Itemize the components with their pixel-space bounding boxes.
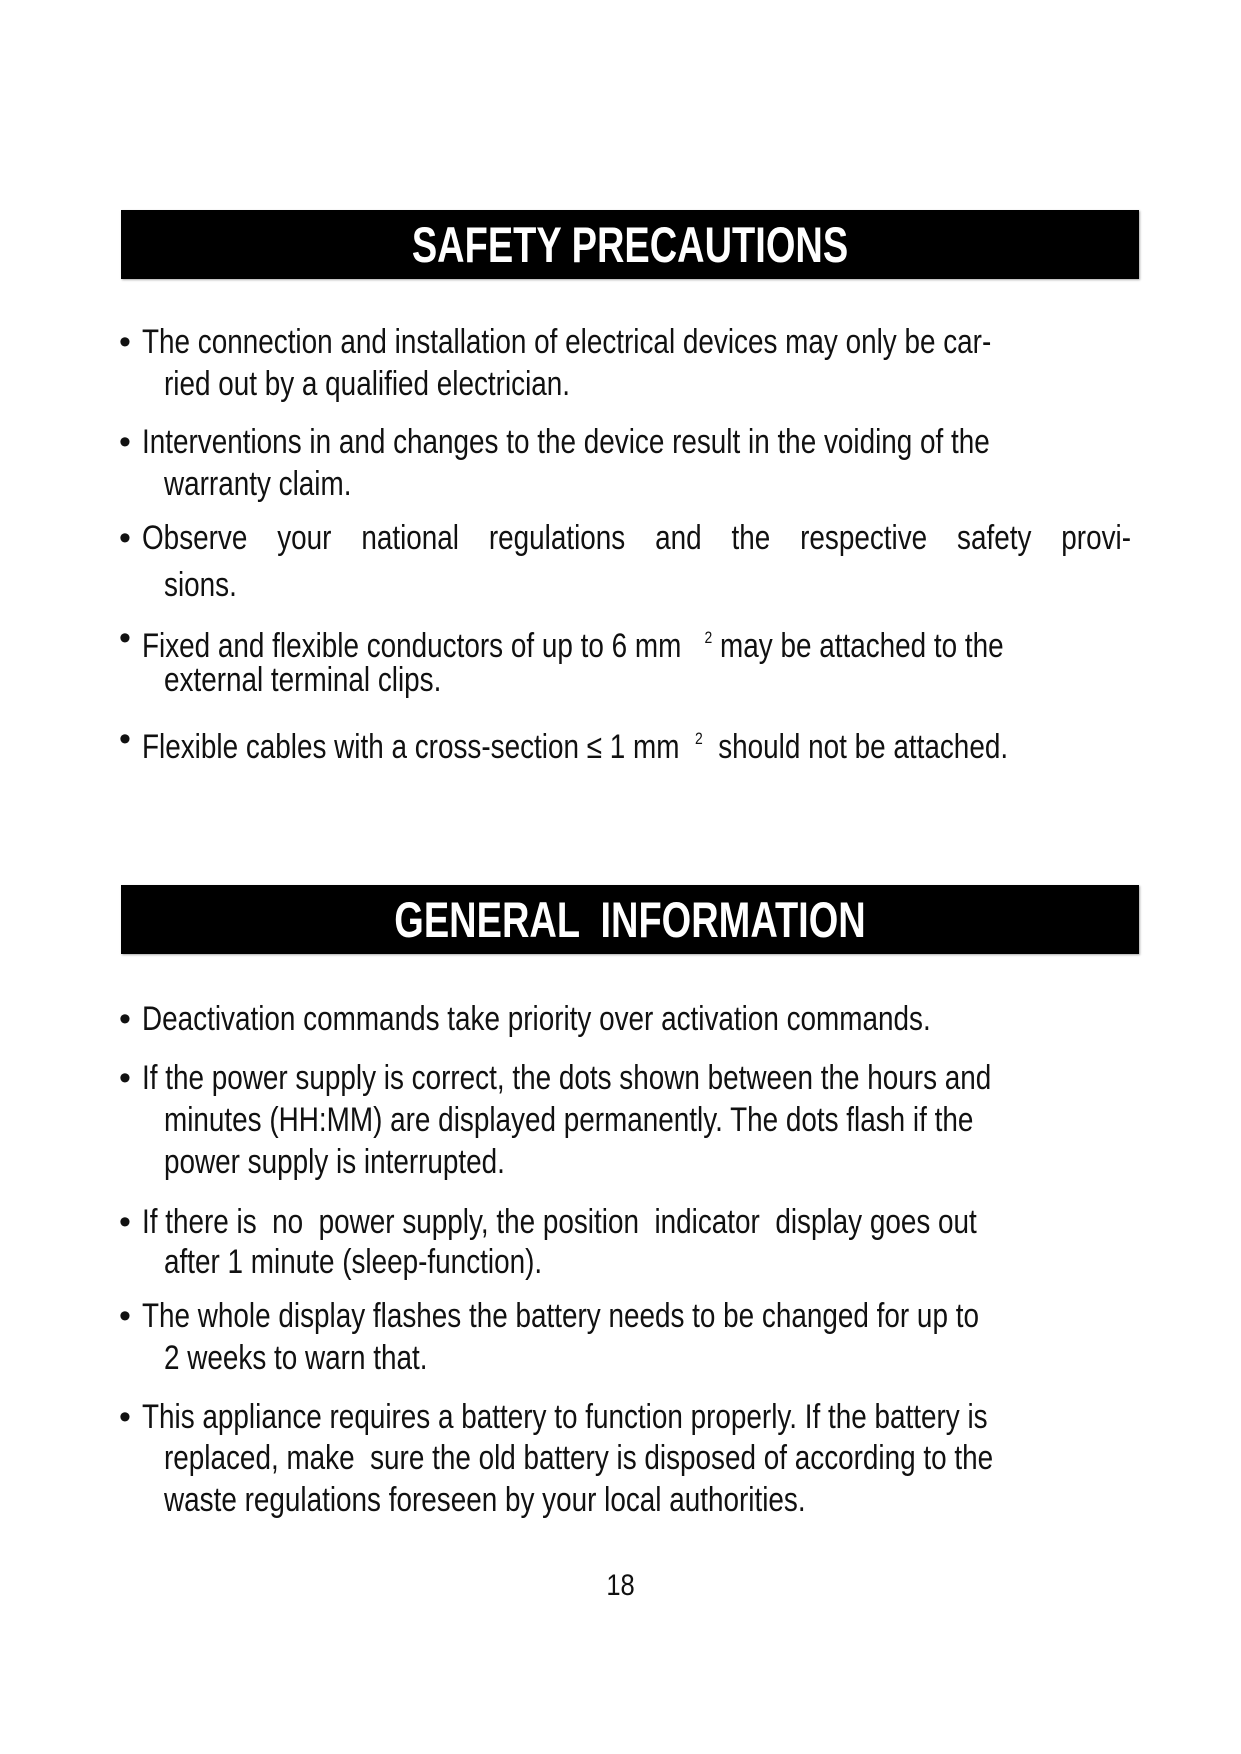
list-item-line: [164, 1479, 806, 1521]
bullet-icon: •: [119, 519, 131, 557]
line-text: 2 weeks to warn that.: [164, 1339, 428, 1377]
line-text: after 1 minute (sleep-function).: [164, 1243, 543, 1281]
line-text: minutes (HH:MM) are displayed permanently. The dots flash if the: [164, 1101, 974, 1139]
line-text: warranty claim.: [164, 465, 352, 503]
line-text: Observe your national regulations and the respective safety provi-: [142, 519, 1131, 557]
line-text: Fixed and flexible conductors of up to 6 mm: [142, 627, 705, 665]
bullet-icon: •: [119, 323, 131, 361]
bullet-icon: •: [119, 1297, 131, 1335]
list-item-line: [142, 517, 1131, 559]
bullet-icon: •: [119, 1000, 131, 1038]
list-item-line: [142, 1057, 991, 1099]
line-text: sions.: [164, 566, 237, 604]
line-text: waste regulations foreseen by your local authorities.: [164, 1481, 806, 1519]
safety-precautions-header: [121, 210, 1139, 279]
line-text: This appliance requires a battery to function properly. If the battery is: [142, 1398, 988, 1436]
bullet-icon: •: [119, 619, 131, 657]
line-text: external terminal clips.: [164, 661, 442, 699]
line-text: ried out by a qualified electrician.: [164, 365, 571, 403]
list-item-line: [142, 998, 931, 1040]
line-text: Interventions in and changes to the device result in the voiding of the: [142, 423, 990, 461]
line-text: may be attached to the: [712, 627, 1004, 665]
line-text: should not be attached.: [702, 728, 1009, 766]
superscript: 2: [694, 729, 703, 748]
list-item-line: [164, 564, 237, 606]
line-text: Flexible cables with a cross-section ≤ 1 mm: [142, 728, 695, 766]
list-item-line: [142, 718, 1008, 768]
page-number: 18: [606, 1569, 635, 1602]
line-text: If the power supply is correct, the dots shown between the hours and: [142, 1059, 992, 1097]
list-item-line: [164, 463, 351, 505]
line-text: replaced, make sure the old battery is disposed of according to the: [164, 1439, 994, 1477]
section-title: GENERAL INFORMATION: [394, 892, 866, 948]
general-information-header: [121, 885, 1139, 954]
bullet-icon: •: [119, 423, 131, 461]
bullet-icon: •: [119, 1059, 131, 1097]
list-item-line: [142, 321, 991, 363]
list-item-line: [164, 1141, 505, 1183]
list-item-line: [164, 1241, 542, 1283]
bullet-icon: •: [119, 1203, 131, 1241]
line-text: Deactivation commands take priority over activation commands.: [142, 1000, 931, 1038]
list-item-line: [142, 1295, 979, 1337]
superscript: 2: [704, 628, 713, 647]
list-item-line: [164, 1099, 973, 1141]
line-text: The whole display flashes the battery needs to be changed for up to: [142, 1297, 979, 1335]
list-item-line: [164, 363, 570, 405]
line-text: power supply is interrupted.: [164, 1143, 505, 1181]
list-item-line: [164, 1437, 993, 1479]
section-title: SAFETY PRECAUTIONS: [411, 217, 849, 273]
bullet-icon: •: [119, 720, 131, 758]
list-item-line: [164, 1337, 427, 1379]
bullet-icon: •: [119, 1398, 131, 1436]
list-item-line: [164, 659, 441, 701]
line-text: The connection and installation of electrical devices may only be car-: [142, 323, 992, 361]
list-item-line: [142, 1396, 988, 1438]
list-item-line: [142, 421, 990, 463]
line-text: If there is no power supply, the position indicator display goes out: [142, 1203, 977, 1241]
list-item-line: [142, 1201, 977, 1243]
